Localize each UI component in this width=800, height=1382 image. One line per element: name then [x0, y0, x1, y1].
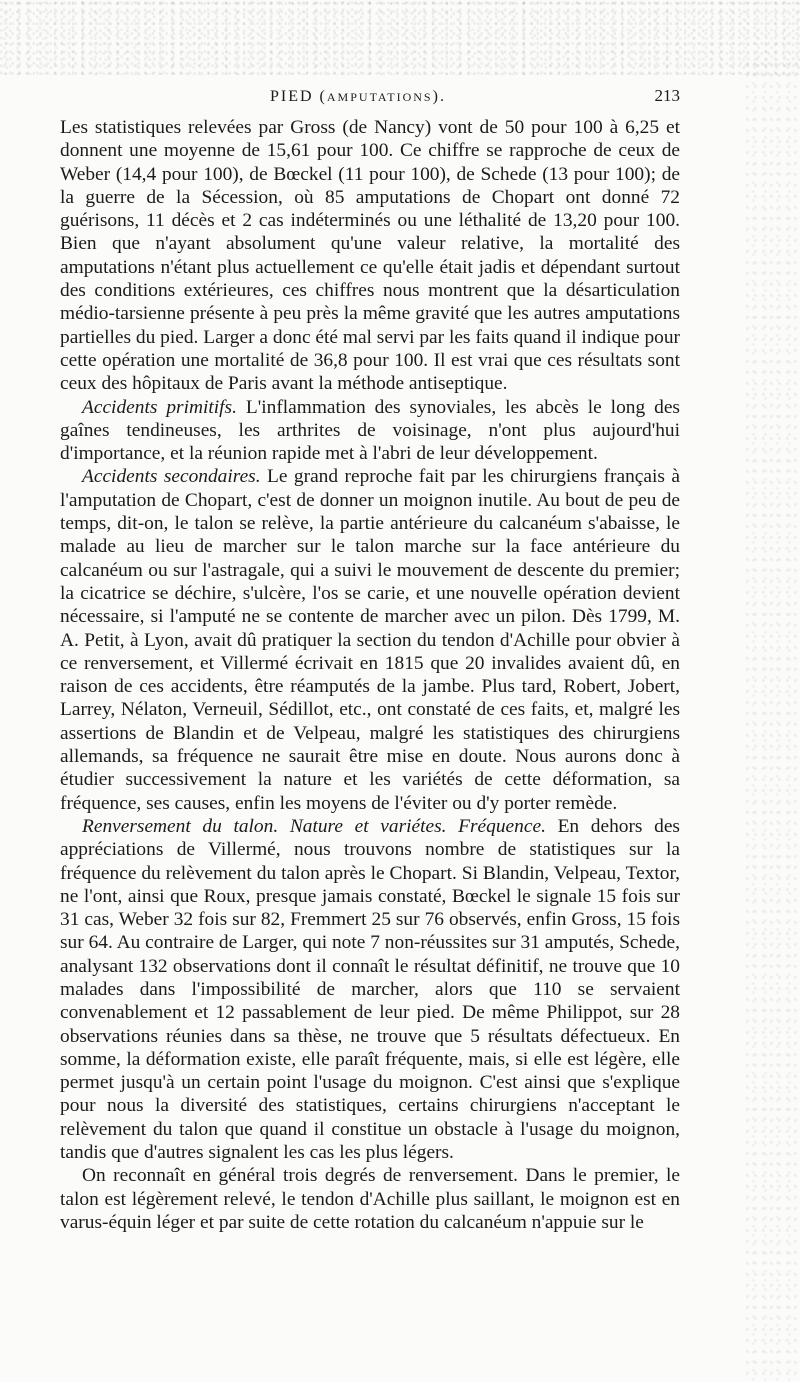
body-text: [60, 116, 680, 1234]
running-head: [60, 86, 680, 116]
running-title: PIED (AMPUTATIONS).: [270, 88, 446, 105]
paragraph-renversement-du-talon: Renversement du talon. Nature et variétes. Fréquence. En dehors des appréciations de Villermé, nous trouvons nombre de statistiques sur la fréquence du relèvement du talon après le Chopart. Si Blandin, Velpeau, Textor, ne l'ont, ainsi que Roux, presque jamais constaté, Bœckel le signale 15 fois sur 31 cas, Weber 32 fois sur 82, Fremmert 25 sur 76 observés, enfin Gross, 15 fois sur 64. Au contraire de Larger, qui note 7 non-réussites sur 31 amputés, Schede, analysant 132 observations dont il connaît le résultat définitif, ne trouve que 10 malades dans l'impossibilité de marcher, alors que 110 se servaient convenablement et 12 passablement de leur pied. De même Philippot, sur 28 observations réunies dans sa thèse, ne trouve que 5 résultats défectueux. En somme, la déformation existe, elle paraît fréquente, mais, si elle est légère, elle permet jusqu'à un certain point l'usage du moignon. C'est ainsi que s'explique pour nous la diversité des statistiques, certains chirurgiens n'acceptant le relèvement du talon que quand il constitue un obstacle à l'usage du moignon, tandis que d'autres signalent les cas les plus légers.: [60, 815, 680, 1164]
scan-noise-right: [745, 60, 800, 1382]
book-page: [60, 86, 680, 1234]
paragraph-accidents-secondaires: Accidents secondaires. Le grand reproche fait par les chirurgiens français à l'amputation de Chopart, c'est de donner un moignon inutile. Au bout de peu de temps, dit-on, le talon se relève, la partie antérieure du calcanéum s'abaisse, le malade au lieu de marcher sur le talon marche sur la face antérieure du calcanéum ou sur l'astragale, qui a suivi le mouvement de descente du premier; la cicatrice se déchire, s'ulcère, l'os se carie, et une nouvelle opération devient nécessaire, si l'amputé ne se contente de marcher avec un pilon. Dès 1799, M. A. Petit, à Lyon, avait dû pratiquer la section du tendon d'Achille pour obvier à ce renversement, et Villermé écrivait en 1815 que 20 invalides avaient dû, en raison de ces accidents, être réamputés de la jambe. Plus tard, Robert, Jobert, Larrey, Nélaton, Verneuil, Sédillot, etc., ont constaté de ces faits, et, malgré les assertions de Blandin et de Velpeau, malgré les statistiques des chirurgiens allemands, sa fréquence ne saurait être mise en doute. Nous aurons donc à étudier successivement la nature et les variétés de cette déformation, sa fréquence, ses causes, enfin les moyens de l'éviter ou d'y porter remède.: [60, 466, 680, 814]
paragraph-degres-renversement: On reconnaît en général trois degrés de renversement. Dans le premier, le talon est légèrement relevé, le tendon d'Achille plus saillant, le moignon est en varus-équin léger et par suite de cette rotation du calcanéum n'appuie sur le: [60, 1165, 680, 1233]
paragraph-statistics: Les statistiques relevées par Gross (de Nancy) vont de 50 pour 100 à 6,25 et donnent une moyenne de 15,61 pour 100. Ce chiffre se rapproche de ceux de Weber (14,4 pour 100), de Bœckel (11 pour 100), de Schede (13 pour 100); de la guerre de la Sécession, où 85 amputations de Chopart ont donné 72 guérisons, 11 décès et 2 cas indéterminés ou une léthalité de 13,20 pour 100. Bien que n'ayant absolument qu'une valeur relative, la mortalité des amputations n'étant plus actuellement ce qu'elle était jadis et dépendant surtout des conditions extérieures, ces chiffres nous montrent que la désarticulation médio-tarsienne présente à peu près la même gravité que les autres amputations partielles du pied. Larger a donc été mal servi par les faits quand il indique pour cette opération une mortalité de 36,8 pour 100. Il est vrai que ces résultats sont ceux des hôpitaux de Paris avant la méthode antiseptique.: [60, 117, 680, 395]
scan-noise-top: [0, 0, 800, 75]
page-number: 213: [654, 86, 680, 105]
paragraph-accidents-primitifs: Accidents primitifs. L'inflammation des synoviales, les abcès le long des gaînes tendineuses, les arthrites de voisinage, n'ont plus aujourd'hui d'importance, et la réunion rapide met à l'abri de leur développement.: [60, 396, 680, 465]
